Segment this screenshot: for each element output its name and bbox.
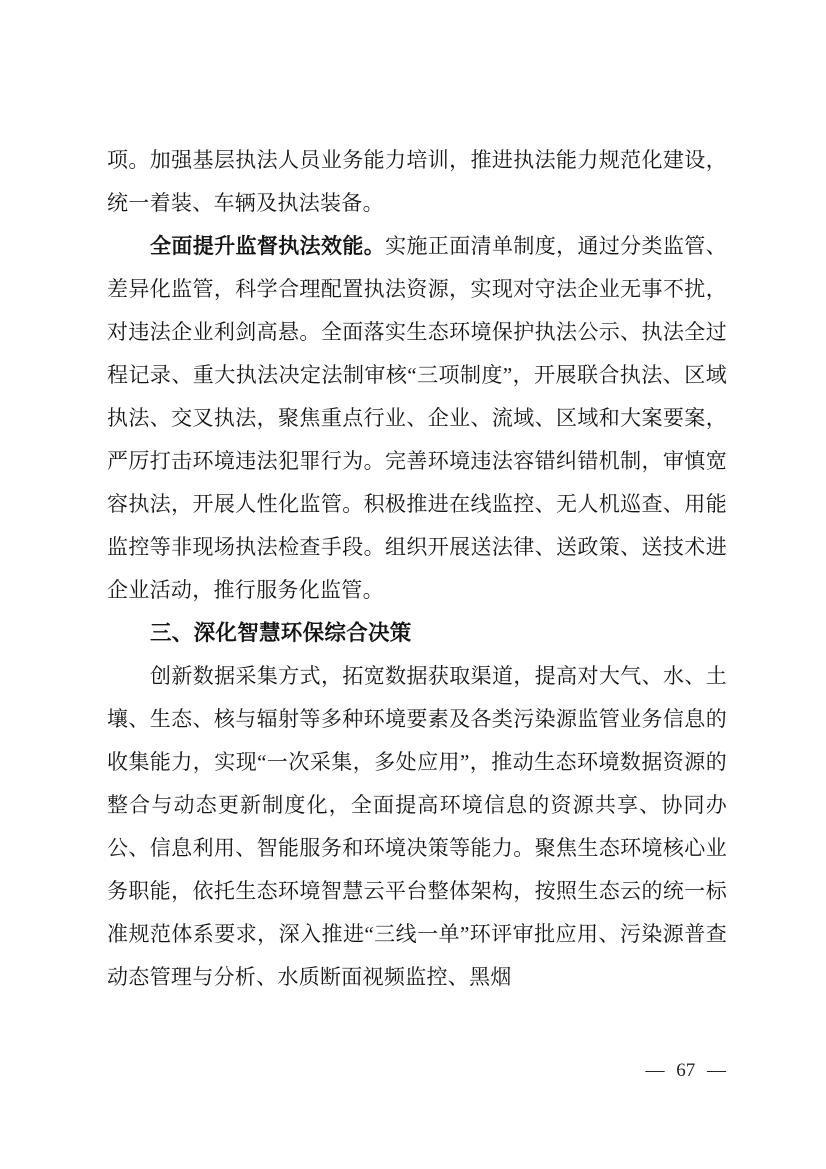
paragraph-continuation-text: 项。加强基层执法人员业务能力培训，推进执法能力规范化建设，统一着装、车辆及执法装备。: [107, 148, 727, 215]
paragraph-smart-environment-text: 创新数据采集方式，拓宽数据获取渠道，提高对大气、水、土壤、生态、核与辐射等多种环境要素及各类污染源监管业务信息的收集能力，实现“一次采集，多处应用”，推动生态环境数据资源的整合与动态更新制度化，全面提高环境信息的资源共享、协同办公、信息利用、智能服务和环境决策等能力。聚焦生态环境核心业务职能，依托生态环境智慧云平台整体架构，按照生态云的统一标准规范体系要求，深入推进“三线一单”环评审批应用、污染源普查动态管理与分析、水质断面视频监控、黑烟: [107, 664, 727, 989]
page-number: — 67 —: [645, 1060, 726, 1081]
document-body: [107, 139, 727, 999]
section-heading: 三、深化智慧环保综合决策: [150, 621, 412, 645]
paragraph-supervision-enforcement: [107, 225, 727, 612]
paragraph-continuation: [107, 139, 727, 225]
paragraph-supervision-text: 实施正面清单制度，通过分类监管、差异化监管，科学合理配置执法资源，实现对守法企业无事不扰，对违法企业利剑高悬。全面落实生态环境保护执法公示、执法全过程记录、重大执法决定法制审核“三项制度”，开展联合执法、区域执法、交叉执法，聚焦重点行业、企业、流域、区域和大案要案，严厉打击环境违法犯罪行为。完善环境违法容错纠错机制，审慎宽容执法，开展人性化监管。积极推进在线监控、无人机巡查、用能监控等非现场执法检查手段。组织开展送法律、送政策、送技术进企业活动，推行服务化监管。: [107, 234, 727, 602]
paragraph-smart-environment: [107, 655, 727, 999]
paragraph-bold-lead: 全面提升监督执法效能。: [150, 235, 386, 258]
